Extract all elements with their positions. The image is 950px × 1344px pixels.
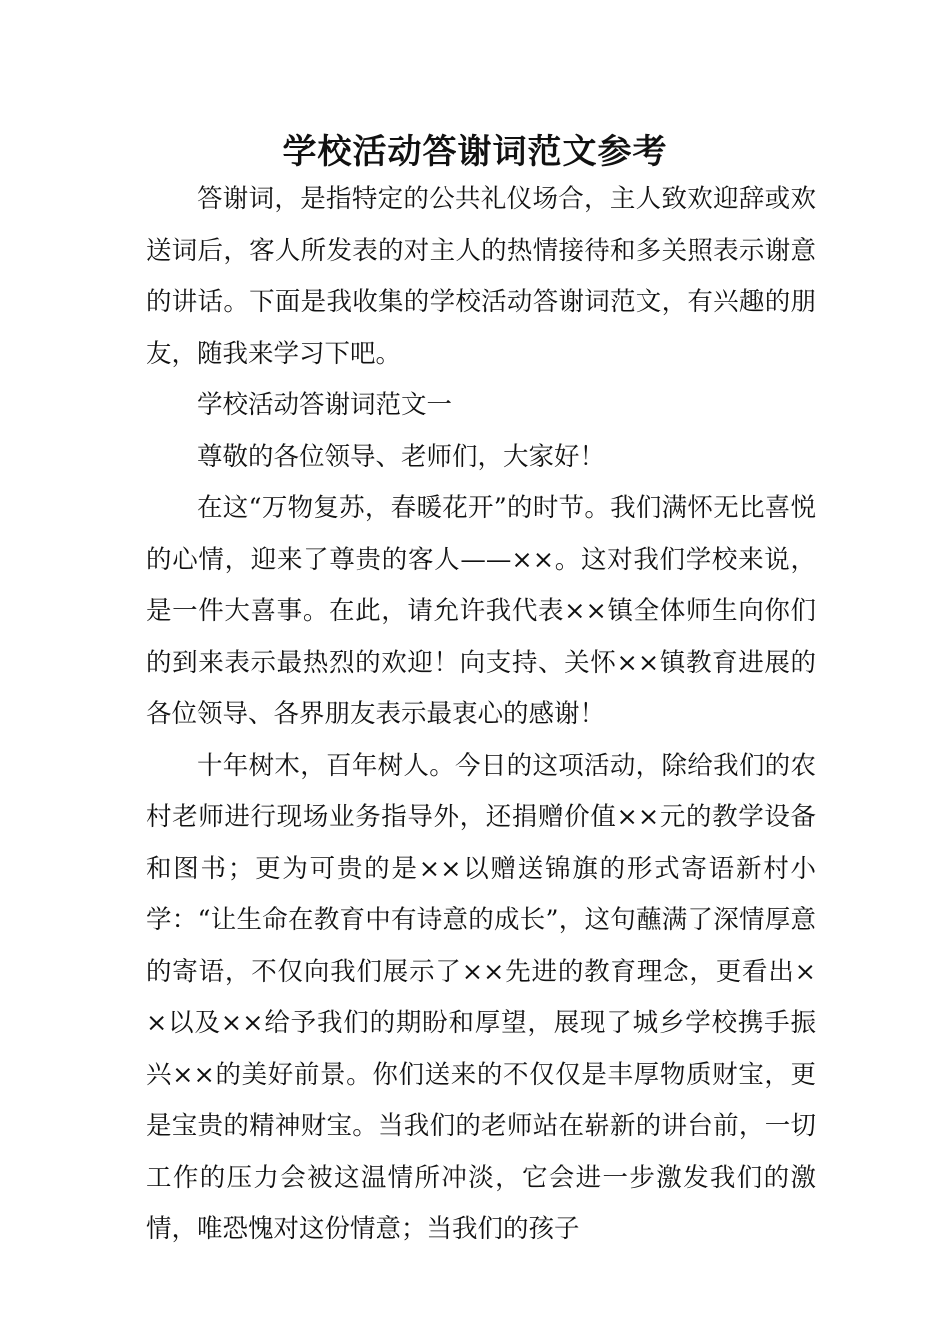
document-body [146,174,816,1256]
body-paragraph: 十年树木，百年树人。今日的这项活动，除给我们的农村老师进行现场业务指导外，还捐赠价值××元的教学设备和图书；更为可贵的是××以赠送锦旗的形式寄语新村小学：“让生命在教育中有诗意的成长”，这句蘸满了深情厚意的寄语，不仅向我们展示了××先进的教育理念，更看出××以及××给予我们的期盼和厚望，展现了城乡学校携手振兴××的美好前景。你们送来的不仅仅是丰厚物质财宝，更是宝贵的精神财宝。当我们的老师站在崭新的讲台前，一切工作的压力会被这温情所冲淡，它会进一步激发我们的激情，唯恐愧对这份情意；当我们的孩子 [146,750,816,1244]
intro-paragraph: 答谢词，是指特定的公共礼仪场合，主人致欢迎辞或欢送词后，客人所发表的对主人的热情接待和多关照表示谢意的讲话。下面是我收集的学校活动答谢词范文，有兴趣的朋友，随我来学习下吧。 [146,184,816,369]
document-title: 学校活动答谢词范文参考 [282,132,668,172]
section-heading: 学校活动答谢词范文一 [197,390,453,420]
body-paragraph: 在这“万物复苏，春暖花开”的时节。我们满怀无比喜悦的心情，迎来了尊贵的客人——××。这对我们学校来说，是一件大喜事。在此，请允许我代表××镇全体师生向你们的到来表示最热烈的欢迎！向支持、关怀××镇教育进展的各位领导、各界朋友表示最衷心的感谢！ [146,493,816,729]
salutation: 尊敬的各位领导、老师们，大家好！ [197,441,606,472]
